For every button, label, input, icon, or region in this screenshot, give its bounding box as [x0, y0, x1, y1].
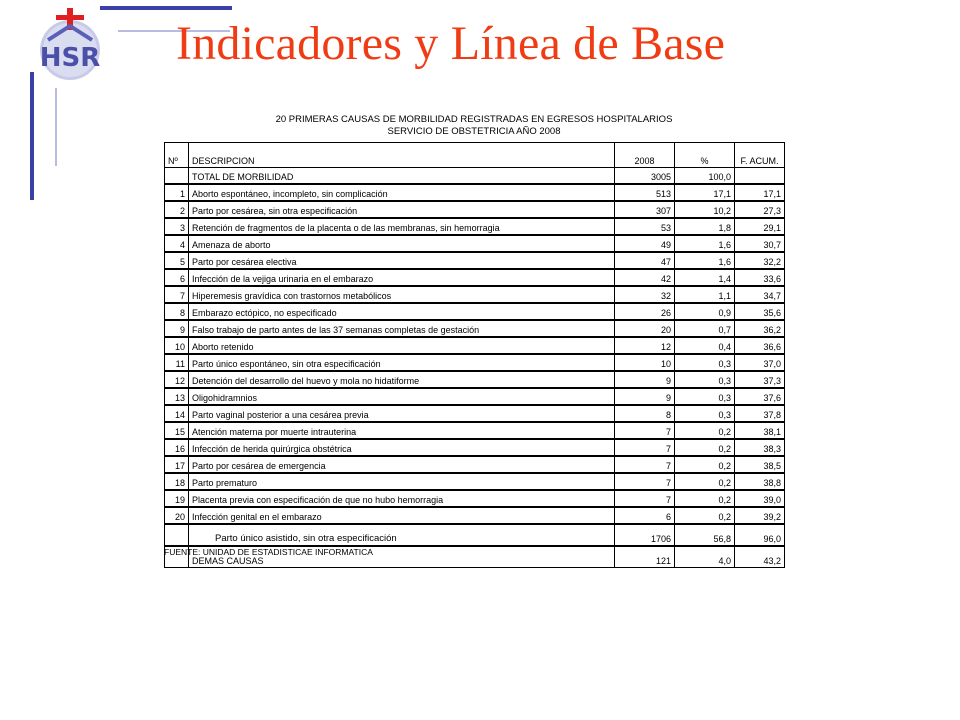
row-description: Oligohidramnios	[189, 388, 615, 405]
row-count: 513	[615, 184, 675, 201]
row-cumulative: 34,7	[735, 286, 785, 303]
row-description: Amenaza de aborto	[189, 235, 615, 252]
row-count: 47	[615, 252, 675, 269]
row-number: 13	[165, 388, 189, 405]
table-row	[165, 388, 785, 405]
row-cumulative: 36,2	[735, 320, 785, 337]
column-header: %	[675, 143, 735, 168]
row-percent: 1,4	[675, 269, 735, 286]
row-count: 121	[615, 546, 675, 568]
source-footnote: FUENTE: UNIDAD DE ESTADISTICAE INFORMATICA	[164, 547, 373, 557]
row-number: 2	[165, 201, 189, 218]
row-number: 16	[165, 439, 189, 456]
row-description: Embarazo ectópico, no especificado	[189, 303, 615, 320]
row-percent: 0,3	[675, 405, 735, 422]
row-count: 42	[615, 269, 675, 286]
morbidity-table	[164, 142, 785, 568]
row-percent: 0,2	[675, 490, 735, 507]
row-cumulative: 96,0	[735, 524, 785, 546]
row-count: 7	[615, 490, 675, 507]
row-number: 14	[165, 405, 189, 422]
row-percent: 0,3	[675, 354, 735, 371]
row-description: Parto prematuro	[189, 473, 615, 490]
table-header-row	[165, 143, 785, 168]
row-cumulative: 32,2	[735, 252, 785, 269]
table-row	[165, 337, 785, 354]
table-row	[165, 184, 785, 201]
row-cumulative: 39,0	[735, 490, 785, 507]
row-number: 17	[165, 456, 189, 473]
row-number: 15	[165, 422, 189, 439]
row-number: 19	[165, 490, 189, 507]
table-row	[165, 201, 785, 218]
row-description: Parto vaginal posterior a una cesárea previa	[189, 405, 615, 422]
row-cumulative: 37,0	[735, 354, 785, 371]
row-count: 12	[615, 337, 675, 354]
table-row	[165, 320, 785, 337]
row-percent: 0,9	[675, 303, 735, 320]
column-header: F. ACUM.	[735, 143, 785, 168]
row-number: 11	[165, 354, 189, 371]
table-row	[165, 405, 785, 422]
row-description: Parto único espontáneo, sin otra especificación	[189, 354, 615, 371]
row-percent: 0,2	[675, 507, 735, 524]
left-accent-bar	[30, 72, 34, 200]
row-cumulative: 36,6	[735, 337, 785, 354]
page-title: Indicadores y Línea de Base	[176, 17, 726, 70]
row-cumulative: 30,7	[735, 235, 785, 252]
row-count: 9	[615, 388, 675, 405]
row-percent: 0,3	[675, 371, 735, 388]
table-caption-line1: 20 PRIMERAS CAUSAS DE MORBILIDAD REGISTRADAS EN EGRESOS HOSPITALARIOS	[275, 114, 673, 125]
row-description: Aborto espontáneo, incompleto, sin complicación	[189, 184, 615, 201]
top-accent-bar	[100, 6, 232, 10]
row-description: Infección de herida quirúrgica obstétrica	[189, 439, 615, 456]
table-caption-line2: SERVICIO DE OBSTETRICIA AÑO 2008	[387, 126, 561, 137]
row-count: 7	[615, 439, 675, 456]
table-row	[165, 269, 785, 286]
row-cumulative: 37,3	[735, 371, 785, 388]
row-percent: 1,6	[675, 235, 735, 252]
table-row	[165, 490, 785, 507]
row-percent: 0,2	[675, 456, 735, 473]
row-description: Parto por cesárea electiva	[189, 252, 615, 269]
row-cumulative: 35,6	[735, 303, 785, 320]
row-number: 4	[165, 235, 189, 252]
table-row	[165, 371, 785, 388]
row-description: TOTAL DE MORBILIDAD	[189, 168, 615, 185]
row-cumulative: 37,6	[735, 388, 785, 405]
row-number: 7	[165, 286, 189, 303]
left-light-bar	[55, 88, 57, 166]
row-description: Hiperemesis gravídica con trastornos metabólicos	[189, 286, 615, 303]
row-count: 7	[615, 456, 675, 473]
row-percent: 4,0	[675, 546, 735, 568]
row-percent: 17,1	[675, 184, 735, 201]
row-percent: 0,3	[675, 388, 735, 405]
row-cumulative: 37,8	[735, 405, 785, 422]
column-header: DESCRIPCION	[189, 143, 615, 168]
row-count: 10	[615, 354, 675, 371]
row-number: 20	[165, 507, 189, 524]
row-cumulative: 38,8	[735, 473, 785, 490]
row-count: 7	[615, 473, 675, 490]
row-cumulative: 17,1	[735, 184, 785, 201]
row-cumulative: 39,2	[735, 507, 785, 524]
row-description: Atención materna por muerte intrauterina	[189, 422, 615, 439]
row-percent: 0,2	[675, 439, 735, 456]
row-description: Detención del desarrollo del huevo y mola no hidatiforme	[189, 371, 615, 388]
row-percent: 10,2	[675, 201, 735, 218]
column-header: Nº	[165, 143, 189, 168]
table-row	[165, 286, 785, 303]
row-percent: 0,7	[675, 320, 735, 337]
row-count: 307	[615, 201, 675, 218]
row-number: 12	[165, 371, 189, 388]
table-row	[165, 456, 785, 473]
row-cumulative: 43,2	[735, 546, 785, 568]
row-percent: 1,6	[675, 252, 735, 269]
row-description: Infección de la vejiga urinaria en el embarazo	[189, 269, 615, 286]
row-percent: 0,2	[675, 473, 735, 490]
row-count: 53	[615, 218, 675, 235]
row-description: Infección genital en el embarazo	[189, 507, 615, 524]
row-description: Parto por cesárea, sin otra especificación	[189, 201, 615, 218]
svg-text:HSR: HSR	[39, 43, 101, 73]
row-number: 5	[165, 252, 189, 269]
row-number: 3	[165, 218, 189, 235]
row-cumulative: 38,1	[735, 422, 785, 439]
row-description: DEMAS CAUSAS	[189, 546, 615, 568]
table-row	[165, 439, 785, 456]
row-percent: 56,8	[675, 524, 735, 546]
table-row	[165, 235, 785, 252]
row-cumulative: 33,6	[735, 269, 785, 286]
row-count: 9	[615, 371, 675, 388]
table-row	[165, 473, 785, 490]
row-number	[165, 168, 189, 185]
row-count: 3005	[615, 168, 675, 185]
row-percent: 0,4	[675, 337, 735, 354]
row-number: 1	[165, 184, 189, 201]
total-row	[165, 168, 785, 185]
row-description: Placenta previa con especificación de que no hubo hemorragia	[189, 490, 615, 507]
row-count: 6	[615, 507, 675, 524]
row-number: 9	[165, 320, 189, 337]
row-description: Parto por cesárea de emergencia	[189, 456, 615, 473]
row-cumulative: 29,1	[735, 218, 785, 235]
table-row	[165, 507, 785, 524]
row-description: Retención de fragmentos de la placenta o de las membranas, sin hemorragia	[189, 218, 615, 235]
table-row	[165, 218, 785, 235]
row-cumulative: 27,3	[735, 201, 785, 218]
table-row-extra	[165, 524, 785, 546]
hsr-logo	[30, 6, 110, 86]
row-count: 20	[615, 320, 675, 337]
row-cumulative: 38,5	[735, 456, 785, 473]
row-description: Aborto retenido	[189, 337, 615, 354]
row-percent: 1,1	[675, 286, 735, 303]
row-count: 1706	[615, 524, 675, 546]
row-description: Falso trabajo de parto antes de las 37 semanas completas de gestación	[189, 320, 615, 337]
row-percent: 1,8	[675, 218, 735, 235]
row-number: 8	[165, 303, 189, 320]
row-number	[165, 524, 189, 546]
row-count: 26	[615, 303, 675, 320]
row-description: Parto único asistido, sin otra especificación	[189, 524, 615, 546]
row-number: 6	[165, 269, 189, 286]
row-count: 8	[615, 405, 675, 422]
row-percent: 100,0	[675, 168, 735, 185]
row-count: 49	[615, 235, 675, 252]
table-row	[165, 303, 785, 320]
table-row	[165, 354, 785, 371]
table-row	[165, 422, 785, 439]
row-cumulative: 38,3	[735, 439, 785, 456]
row-count: 32	[615, 286, 675, 303]
row-number: 18	[165, 473, 189, 490]
column-header: 2008	[615, 143, 675, 168]
row-number: 10	[165, 337, 189, 354]
row-count: 7	[615, 422, 675, 439]
row-percent: 0,2	[675, 422, 735, 439]
row-cumulative	[735, 168, 785, 185]
table-row	[165, 252, 785, 269]
